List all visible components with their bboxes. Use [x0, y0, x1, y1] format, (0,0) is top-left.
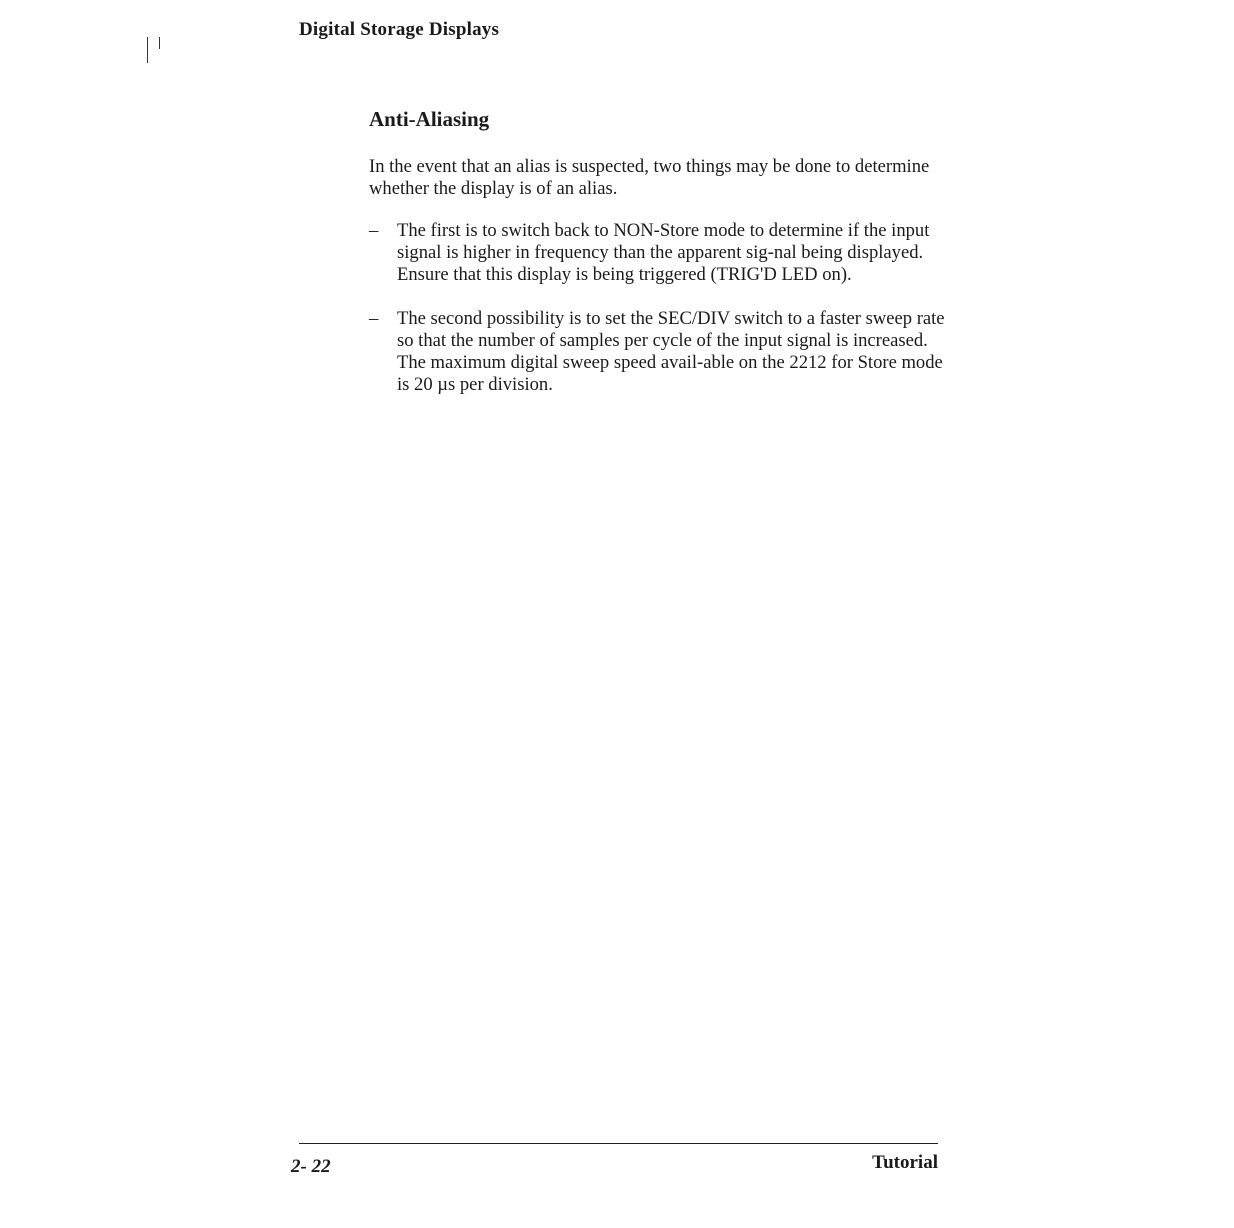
margin-change-bar [159, 37, 160, 49]
list-item-text: The second possibility is to set the SEC/DIV switch to a faster sweep rate so that the number of samples per cycle of the input signal is increased. The maximum digital sweep speed avail-able on the 2212 for Store mode is 20 µs per division. [397, 308, 945, 395]
footer-rule [299, 1143, 938, 1144]
list-item-text: The first is to switch back to NON-Store mode to determine if the input signal is higher in frequency than the apparent sig-nal being displayed. Ensure that this display is being triggered (TRIG'D LED on). [397, 220, 930, 285]
list-item [369, 308, 949, 396]
margin-change-bar [147, 37, 148, 63]
running-header: Digital Storage Displays [299, 19, 500, 40]
bullet-list [369, 220, 949, 418]
page-number: 2- 22 [291, 1156, 331, 1177]
footer-section-name: Tutorial [872, 1152, 938, 1173]
intro-paragraph: In the event that an alias is suspected, two things may be done to determine whether the display is of an alias. [369, 156, 930, 199]
list-item [369, 220, 949, 286]
section-title: Anti-Aliasing [369, 107, 490, 131]
dash-marker: – [369, 220, 379, 241]
dash-marker: – [369, 308, 379, 329]
